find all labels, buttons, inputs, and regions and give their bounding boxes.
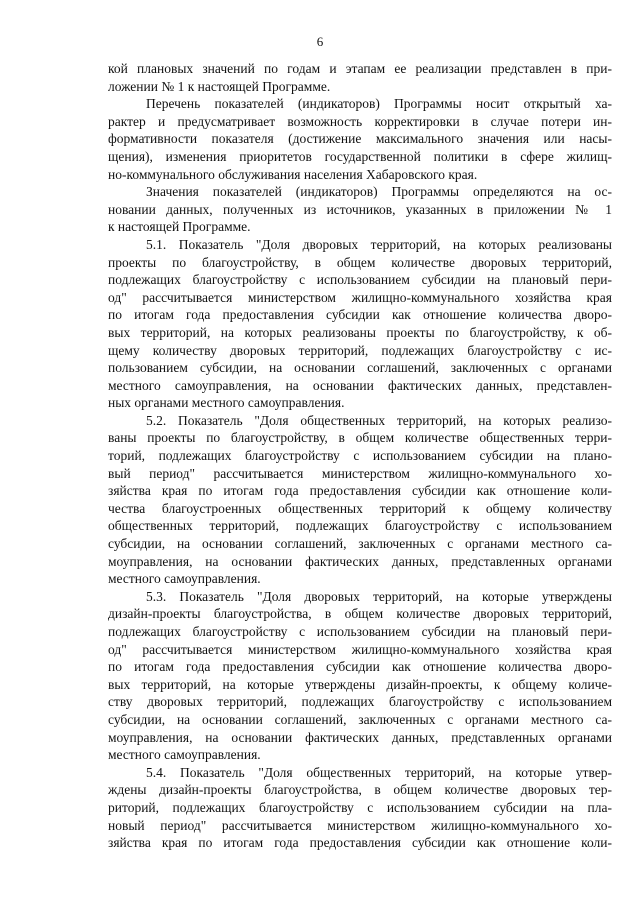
- text-line: ных органами местного самоуправления.: [108, 395, 345, 411]
- text-line: од" рассчитывается министерством жилищно-коммунального хозяйства края: [108, 641, 612, 657]
- text-line: моуправления, на основании фактических данных, представленных органами: [108, 553, 612, 569]
- text-line: од" рассчитывается министерством жилищно-коммунального хозяйства края: [108, 289, 612, 305]
- text-line: проекты по благоустройству, в общем количестве дворовых территорий,: [108, 254, 612, 270]
- text-line: формативности показателя (достижение максимального значения или насы-: [108, 131, 612, 147]
- text-line: субсидии, на основании соглашений, заключенных с органами местного са-: [108, 711, 612, 727]
- text-line: пользованием субсидии, на основании соглашений, заключенных с органами: [108, 360, 612, 376]
- text-line: вых территорий, на которых реализованы проекты по благоустройству, к об-: [108, 324, 612, 340]
- text-line: Значения показателей (индикаторов) Программы определяются на ос-: [146, 184, 612, 200]
- text-line: торий, подлежащих благоустройству с использованием субсидии на плано-: [108, 448, 612, 464]
- text-line: 5.1. Показатель "Доля дворовых территорий, на которых реализованы: [146, 236, 612, 252]
- text-line: моуправления, на основании фактических данных, представленных органами: [108, 729, 612, 745]
- text-line: вых территорий, на которые утверждены дизайн-проекты, к общему количе-: [108, 676, 612, 692]
- page-number: 6: [316, 34, 324, 49]
- paragraph: [108, 236, 612, 412]
- text-line: по итогам года предоставления субсидии как отношение количества дворо-: [108, 307, 612, 323]
- text-line: субсидии, на основании соглашений, заключенных с органами местного са-: [108, 536, 612, 552]
- text-line: Перечень показателей (индикаторов) Программы носит открытый ха-: [146, 96, 612, 112]
- paragraph: [108, 95, 612, 183]
- text-line: ваны проекты по благоустройству, в общем количестве общественных терри-: [108, 430, 612, 446]
- text-line: щения), изменения приоритетов государственной политики в сфере жилищ-: [108, 148, 612, 164]
- text-line: ждены дизайн-проекты благоустройства, в общем количестве дворовых тер-: [108, 782, 612, 798]
- text-line: новании данных, полученных из источников, указанных в приложении № 1: [108, 201, 612, 217]
- paragraph: [108, 588, 612, 764]
- text-line: к настоящей Программе.: [108, 219, 251, 235]
- text-line: подлежащих благоустройству с использованием субсидии на плановый пери-: [108, 272, 612, 288]
- text-line: новый период" рассчитывается министерством жилищно-коммунального хо-: [108, 817, 612, 833]
- text-line: но-коммунального обслуживания населения Хабаровского края.: [108, 166, 478, 182]
- text-line: щему количеству дворовых территорий, подлежащих благоустройству с ис-: [108, 342, 612, 358]
- paragraph: [108, 764, 612, 852]
- text-line: чества благоустроенных общественных территорий к общему количеству: [108, 500, 612, 516]
- text-line: подлежащих благоустройству с использованием субсидии на плановый пери-: [108, 624, 612, 639]
- document-body: [108, 60, 612, 852]
- text-line: местного самоуправления.: [108, 747, 261, 763]
- text-line: риторий, подлежащих благоустройству с использованием субсидии на пла-: [108, 799, 612, 815]
- text-line: ложении № 1 к настоящей Программе.: [108, 78, 331, 94]
- text-line: 5.3. Показатель "Доля дворовых территорий, на которые утверждены: [146, 588, 612, 604]
- text-line: рактер и предусматривает возможность корректировки в случае потери ин-: [108, 113, 612, 129]
- text-line: общественных территорий, подлежащих благоустройству с использованием: [108, 518, 612, 534]
- text-line: 5.4. Показатель "Доля общественных территорий, на которые утвер-: [146, 764, 612, 780]
- text-line: ству дворовых территорий, подлежащих благоустройству с использованием: [108, 694, 612, 710]
- paragraph: [108, 412, 612, 588]
- text-line: по итогам года предоставления субсидии как отношение количества дворо-: [108, 659, 612, 675]
- paragraph: [108, 60, 612, 95]
- text-line: дизайн-проекты благоустройства, в общем количестве дворовых территорий,: [108, 606, 612, 622]
- text-line: кой плановых значений по годам и этапам ее реализации представлен в при-: [108, 61, 612, 76]
- text-line: 5.2. Показатель "Доля общественных территорий, на которых реализо-: [146, 412, 612, 428]
- text-line: зяйства края по итогам года предоставления субсидии как отношение коли-: [108, 483, 612, 499]
- paragraph: [108, 183, 612, 236]
- text-line: вый период" рассчитывается министерством жилищно-коммунального хо-: [108, 465, 612, 481]
- text-line: местного самоуправления.: [108, 571, 261, 587]
- text-line: зяйства края по итогам года предоставления субсидии как отношение коли-: [108, 835, 612, 851]
- text-line: местного самоуправления, на основании фактических данных, представлен-: [108, 377, 612, 393]
